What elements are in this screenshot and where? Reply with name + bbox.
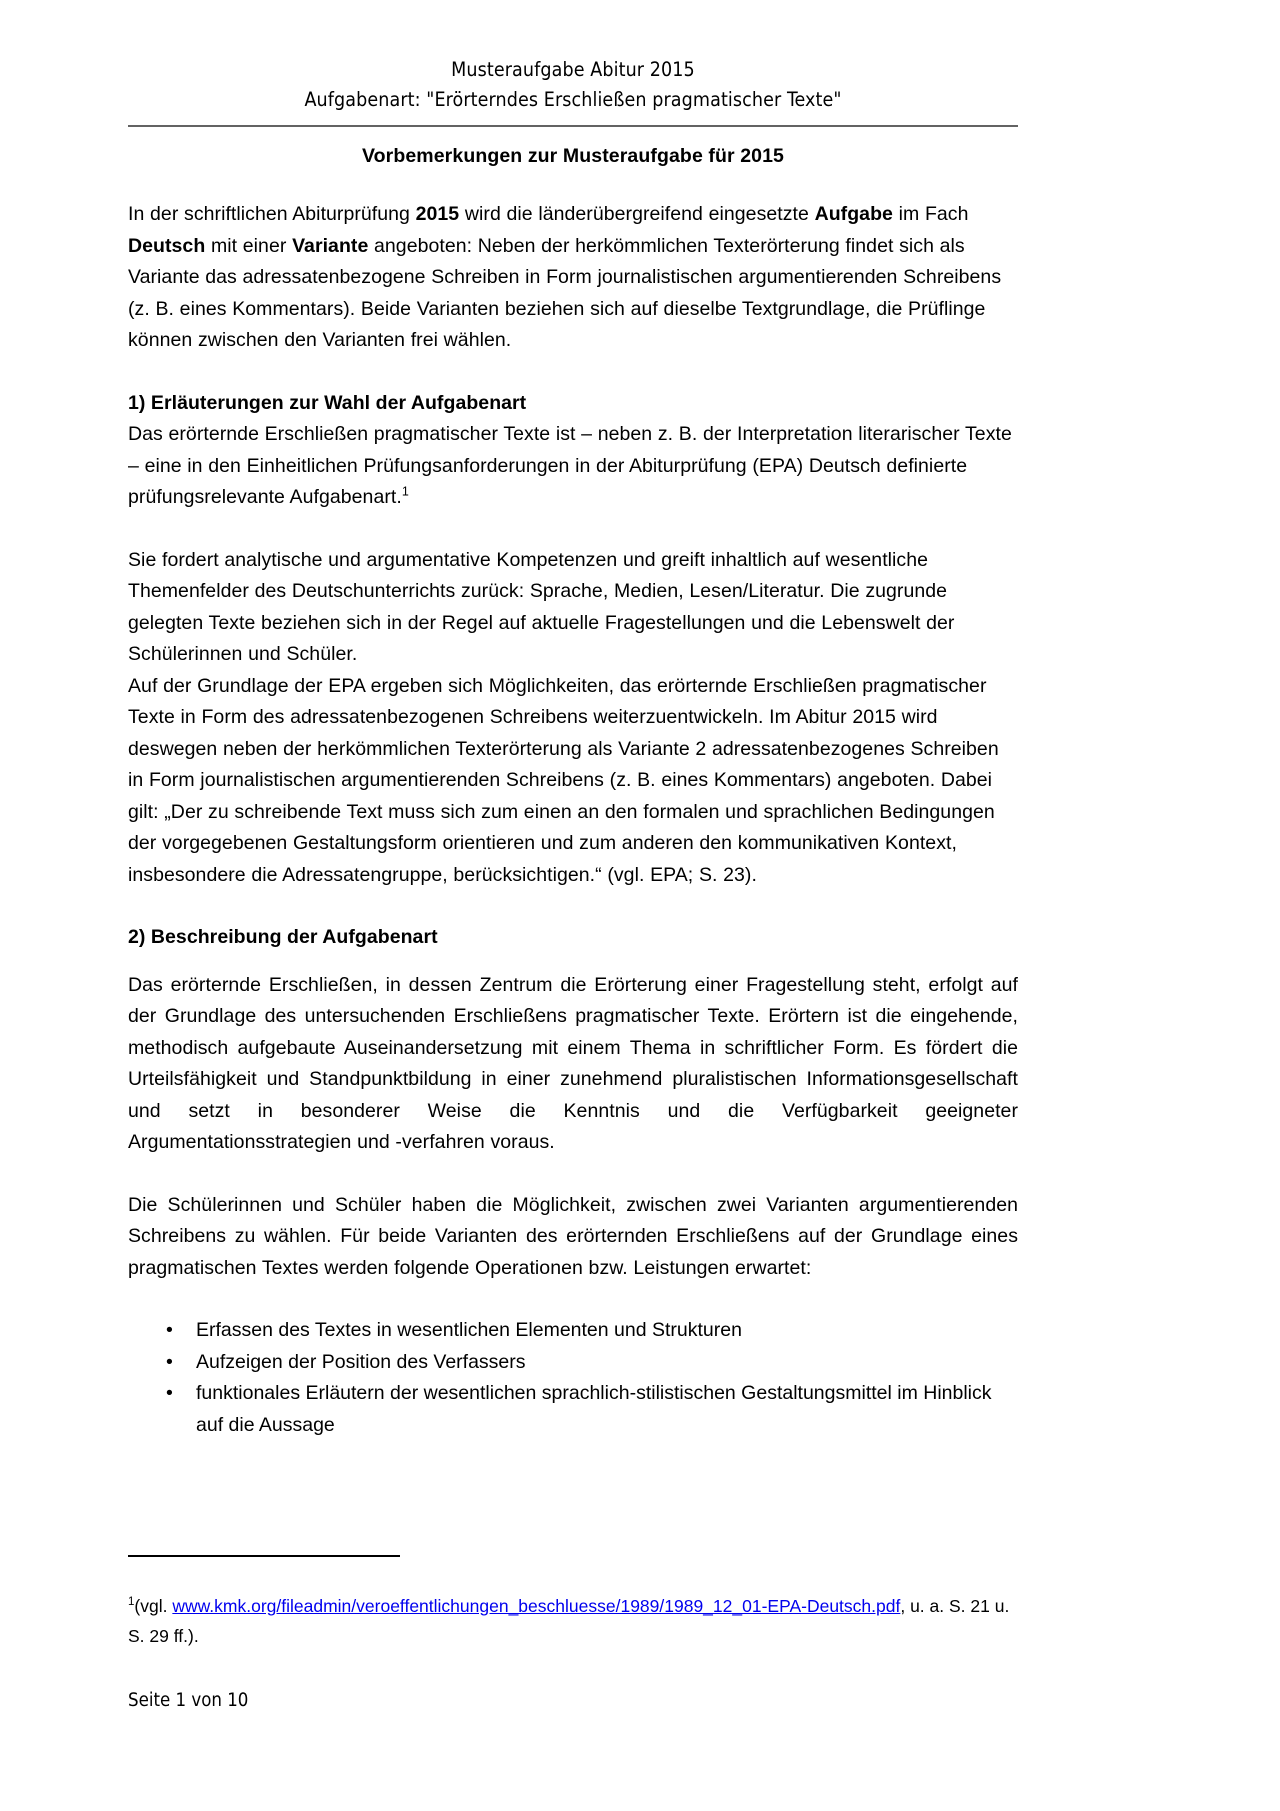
intro-text-c: wird die länderübergreifend eingesetzte: [459, 203, 815, 225]
section-1-paragraph-1-text: Das erörternde Erschließen pragmatischer Texte ist – neben z. B. der Interpretation literarischer Texte – eine in den Einheitlichen Prüfungsanforderungen in der Abiturprüfung (EPA) Deutsch definierte prüfungsrelevante Aufgabenart.: [128, 423, 1012, 508]
intro-text-d: im Fach: [892, 203, 969, 225]
intro-bold-variante: Variante: [292, 234, 369, 257]
footnote-suffix: , u. a. S. 21 u. S. 29 ff.).: [128, 1596, 1010, 1646]
bullet-icon: •: [166, 1350, 173, 1373]
spacer: [128, 357, 1018, 388]
intro-bold-aufgabe: Aufgabe: [814, 203, 893, 225]
page-footer: Seite 1 von 10: [128, 1690, 249, 1711]
intro-text-a: In der schriftlichen Abiturprüfung: [128, 203, 416, 225]
section-1-heading: 1) Erläuterungen zur Wahl der Aufgabenart: [128, 391, 527, 414]
bullet-icon: •: [166, 1382, 173, 1404]
list-item-label: Erfassen des Textes in wesentlichen Elementen und Strukturen: [196, 1319, 742, 1341]
section-2-paragraph-2: Die Schülerinnen und Schüler haben die Möglichkeit, zwischen zwei Varianten argumentierenden Schreibens zu wählen. Für beide Varianten des erörternden Erschließens auf der Grundlage eines pragmatischen Textes werden folgende Operationen bzw. Leistungen erwartet:: [128, 1193, 1018, 1279]
list-item-label: funktionales Erläutern der wesentlichen sprachlich-stilistischen Gestaltungsmittel im Hinblick auf die Aussage: [196, 1382, 992, 1436]
footnote-prefix: (vgl.: [134, 1596, 173, 1616]
footnote-link[interactable]: www.kmk.org/fileadmin/veroeffentlichungen_beschluesse/1989/1989_12_01-EPA-Deutsch.pdf: [172, 1596, 901, 1616]
document-header: [128, 55, 1018, 115]
spacer: [128, 514, 1018, 545]
intro-paragraph: [128, 199, 1018, 357]
footnote-marker: 1: [128, 1596, 135, 1609]
list-item: [128, 1378, 1018, 1441]
intro-bold-deutsch: Deutsch: [128, 234, 206, 257]
spacer: [128, 169, 1018, 199]
list-item: [128, 1315, 1018, 1347]
section-2-heading: 2) Beschreibung der Aufgabenart: [128, 926, 438, 948]
list-item: [128, 1347, 1018, 1379]
section-1-paragraph-3: Auf der Grundlage der EPA ergeben sich Möglichkeiten, das erörternde Erschließen pragmatischer Texte in Form des adressatenbezogenen Schreibens weiterzuentwickeln. Im Abitur 2015 wird deswegen neben der herkömmlichen Texterörterung als Variante 2 adressatenbezogenes Schreiben in Form journalistischen argumentierenden Schreibens (z. B. eines Kommentars) angeboten. Dabei gilt: „Der zu schreibende Text muss sich zum einen an den formalen und sprachlichen Bedingungen der vorgegebenen Gestaltungsform orientieren und zum anderen den kommunikativen Kontext, insbesondere die Adressatengruppe, berücksichtigen.“ (vgl. EPA; S. 23).: [128, 674, 999, 886]
header-divider: [128, 125, 1018, 127]
intro-text-f: angeboten: Neben der herkömmlichen Texterörterung findet sich als Variante das adressatenbezogene Schreiben in Form journalistischen argumentierenden Schreibens (z. B. eines Kommentars). Beide Varianten beziehen sich auf dieselbe Textgrundlage, die Prüflinge können zwischen den Varianten frei wählen.: [128, 234, 1002, 351]
footnote-reference-1[interactable]: 1: [401, 484, 409, 499]
list-item-label: Aufzeigen der Position des Verfassers: [196, 1350, 526, 1373]
spacer: [128, 1159, 1018, 1190]
header-line-subtitle: Aufgabenart: "Erörterndes Erschließen pragmatischer Texte": [304, 88, 842, 111]
page-title: Vorbemerkungen zur Musteraufgabe für 2015: [361, 145, 784, 167]
document-body: [128, 140, 1018, 1441]
spacer: [128, 954, 1018, 970]
footnote-block: [128, 1591, 1018, 1651]
spacer: [128, 891, 1018, 922]
section-2-paragraph-1: Das erörternde Erschließen, in dessen Zentrum die Erörterung einer Fragestellung steht, erfolgt auf der Grundlage des untersuchenden Erschließens pragmatischer Texte. Erörtern ist die eingehende, methodisch aufgebaute Auseinandersetzung mit einem Thema in schriftlicher Form. Es fördert die Urteilsfähigkeit und Standpunktbildung in einer zunehmend pluralistischen Informationsgesellschaft und setzt in besonderer Weise die Kenntnis und die Verfügbarkeit geeigneter Argumentationsstrategien und -verfahren voraus.: [128, 973, 1018, 1153]
operations-list: [128, 1315, 1018, 1441]
section-1-paragraph-1: [128, 419, 1018, 514]
section-1-paragraph-2: Sie fordert analytische und argumentative Kompetenzen und greift inhaltlich auf wesentliche Themenfelder des Deutschunterrichts zurück: Sprache, Medien, Lesen/Literatur. Die zugrunde gelegten Texte beziehen sich in der Regel auf aktuelle Fragestellungen und die Lebenswelt der Schülerinnen und Schüler.: [128, 548, 955, 665]
intro-bold-2015: 2015: [415, 203, 460, 225]
header-line-title: Musteraufgabe Abitur 2015: [451, 58, 695, 81]
bullet-icon: •: [166, 1319, 173, 1341]
footnote-separator: [128, 1555, 400, 1557]
intro-text-e: mit einer: [205, 234, 293, 257]
spacer: [128, 1284, 1018, 1315]
